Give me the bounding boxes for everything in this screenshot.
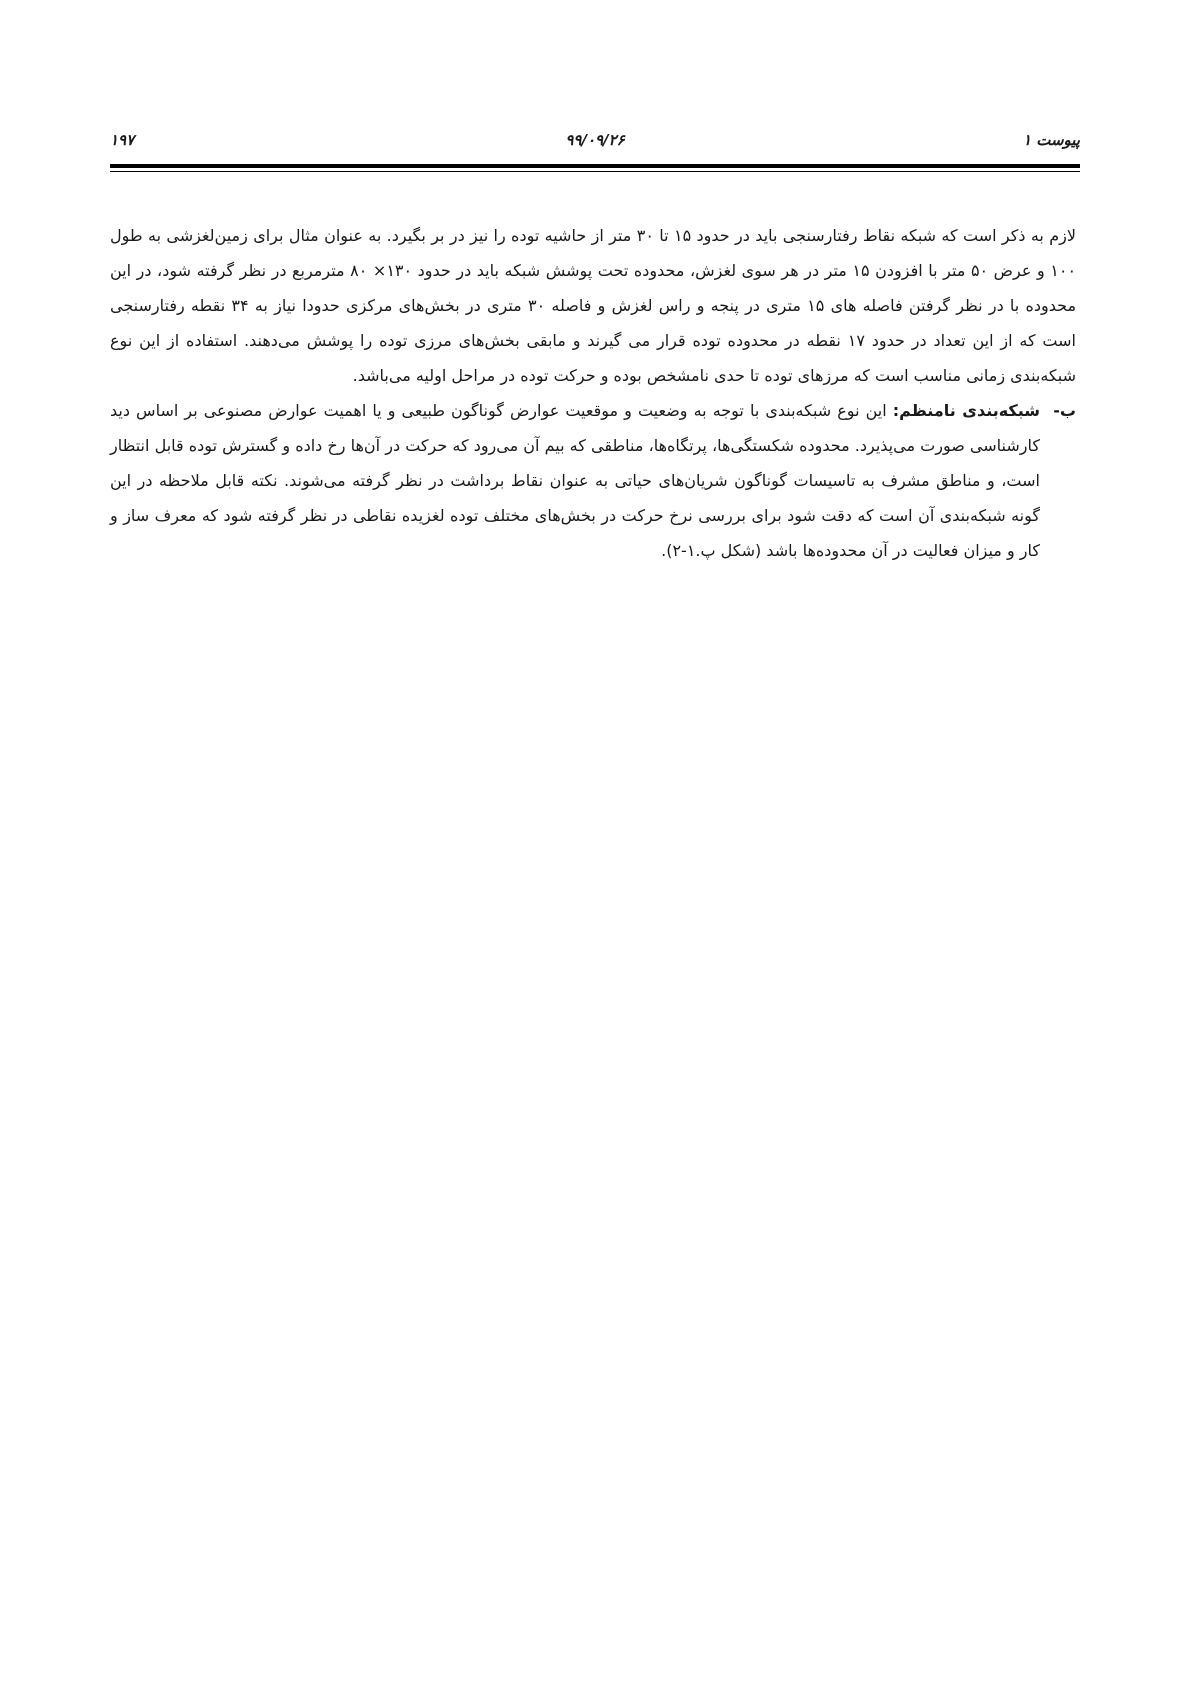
header-rule-thin [110, 171, 1080, 172]
list-item-marker: ب- [1053, 401, 1076, 420]
body-content [110, 218, 1076, 568]
list-item-title: شبکه‌بندی نامنظم: [892, 401, 1041, 420]
body-paragraph: لازم به ذکر است که شبکه نقاط رفتارسنجی باید در حدود ۱۵ تا ۳۰ متر از حاشیه توده را نیز در بر بگیرد. به عنوان مثال برای زمین‌لغزشی به طول ۱۰۰ و عرض ۵۰ متر با افزودن ۱۵ متر در هر سوی لغزش، محدوده تحت پوشش شبکه باید در حدود ۱۳۰× ۸۰ مترمربع در نظر گرفته شود، در این محدوده با در نظر گرفتن فاصله های ۱۵ متری در پنجه و راس لغزش و فاصله ۳۰ متری در بخش‌های مرکزی حدودا نیاز به ۳۴ نقطه رفتارسنجی است که از این تعداد در حدود ۱۷ نقطه در محدوده توده قرار می گیرند و مابقی بخش‌های مرزی توده را پوشش می‌دهند. استفاده از این نوع شبکه‌بندی زمانی مناسب است که مرزهای توده تا حدی نامشخص بوده و حرکت توده در مراحل اولیه می‌باشد. [110, 226, 1077, 385]
page-header [110, 128, 1080, 152]
list-item-text: این نوع شبکه‌بندی با توجه به وضعیت و موقعیت عوارض گوناگون طبیعی و یا اهمیت عوارض مصنوعی بر اساس دید کارشناسی صورت می‌پذیرد. محدوده شکستگی‌ها، پرتگاه‌ها، مناطقی که بیم آن می‌رود که حرکت در آن‌ها رخ داده و گسترش توده قابل انتظار است، و مناطق مشرف به تاسیسات گوناگون شریان‌های حیاتی به عنوان نقاط برداشت در نظر گرفته می‌شوند. نکته قابل ملاحظه در این گونه شبکه‌بندی آن است که دقت شود برای بررسی نرخ حرکت در بخش‌های مختلف توده لغزیده نقاطی در نظر گرفته شود که معرف ساز و کار و میزان فعالیت در آن محدوده‌ها باشد (شکل پ.۱-۲). [110, 401, 1040, 560]
header-rule-thick [110, 164, 1080, 168]
list-item-irregular-grid [110, 393, 1076, 568]
header-date: ۹۹/۰۹/۲۶ [565, 131, 625, 149]
header-page-number: ۱۹۷ [110, 131, 135, 149]
header-section-title: پیوست ۱ [1022, 131, 1080, 149]
